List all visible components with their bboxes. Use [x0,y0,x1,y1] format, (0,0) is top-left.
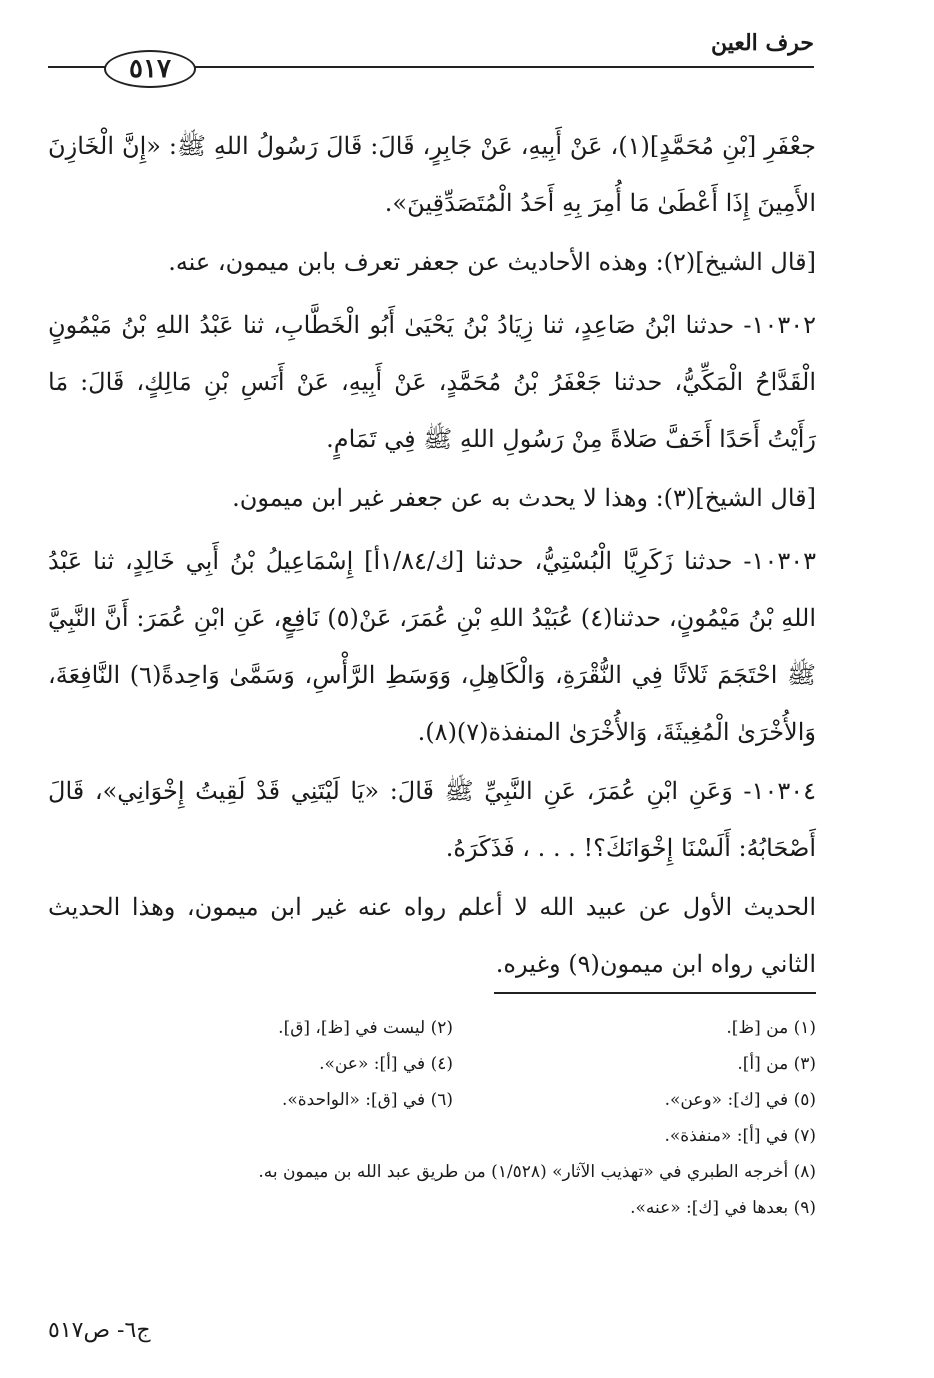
paragraph: الحديث الأول عن عبيد الله لا أعلم رواه عنه غير ابن ميمون، وهذا الحديث الثاني رواه ابن ميمون(٩) وغيره. [48,893,816,978]
footnote: (٨) أخرجه الطبري في «تهذيب الآثار» (١/٥٢٨) من طريق عبد الله بن ميمون به. [258,1162,816,1182]
main-text [48,118,816,995]
page-number-badge: ٥١٧ [104,50,196,88]
running-header: حرف العين [710,30,814,56]
volume-page-reference: ج٦- ص٥١٧ [48,1318,151,1343]
footnote: (٤) في [أ]: «عن». [319,1054,453,1074]
paragraph: [قال الشيخ](٢): وهذه الأحاديث عن جعفر تعرف بابن ميمون، عنه. [168,248,816,276]
footnote-rule [494,992,816,994]
paragraph: [قال الشيخ](٣): وهذا لا يحدث به عن جعفر غير ابن ميمون. [232,484,816,512]
footnote: (١) من [ظ]. [726,1018,816,1038]
footnotes [90,1010,816,1226]
hadith-paragraph: ١٠٣٠٢- حدثنا ابْنُ صَاعِدٍ، ثنا زِيَادُ بْنُ يَحْيَىٰ أَبُو الْخَطَّابِ، ثنا عَبْدُ اللهِ بْنُ مَيْمُونٍ الْقَدَّاحُ الْمَكِّيُّ، حدثنا جَعْفَرُ بْنُ مُحَمَّدٍ، عَنْ أَبِيهِ، عَنْ أَنَسِ بْنِ مَالِكٍ، قَالَ: مَا رَأَيْتُ أَحَدًا أَخَفَّ صَلاةً مِنْ رَسُولِ اللهِ ﷺ فِي تَمَامٍ. [48,311,816,453]
hadith-paragraph: ١٠٣٠٣- حدثنا زَكَرِيَّا الْبُسْتِيُّ، حدثنا [ك/١/٨٤أ] إِسْمَاعِيلُ بْنُ أَبِي خَالِدٍ، ثنا عَبْدُ اللهِ بْنُ مَيْمُونٍ، حدثنا(٤) عُبَيْدُ اللهِ بْنِ عُمَرَ، عَنْ(٥) نَافِعٍ، عَنِ ابْنِ عُمَرَ: أَنَّ النَّبِيَّ ﷺ احْتَجَمَ ثَلاثًا فِي النُّقْرَةِ، وَالْكَاهِلِ، وَوَسَطِ الرَّأْسِ، وَسَمَّىٰ وَاحِدةً(٦) النَّافِعَةَ، وَالأُخْرَىٰ الْمُغِيثَةَ، وَالأُخْرَىٰ المنفذة(٧)(٨). [48,547,816,746]
footnote: (٥) في [ك]: «وعن». [664,1090,816,1110]
paragraph: جعْفَرِ [بْنِ مُحَمَّدٍ](١)، عَنْ أَبِيهِ، عَنْ جَابِرٍ، قَالَ: قَالَ رَسُولُ اللهِ ﷺ: «إِنَّ الْخَازِنَ الأَمِينَ إِذَا أَعْطَىٰ مَا أُمِرَ بِهِ أَحَدُ الْمُتَصَدِّقِينَ». [48,132,817,217]
hadith-paragraph: ١٠٣٠٤- وَعَنِ ابْنِ عُمَرَ، عَنِ النَّبِيِّ ﷺ قَالَ: «يَا لَيْتَنِي قَدْ لَقِيتُ إِخْوَانِي»، قَالَ أَصْحَابُهُ: أَلَسْنَا إِخْوَانَكَ؟! . . . ، فَذَكَرَهُ. [48,777,816,862]
footnote: (٣) من [أ]. [737,1054,816,1074]
footnote: (٦) في [ق]: «الواحدة». [281,1090,453,1110]
footnote: (٢) ليست في [ظ]، [ق]. [278,1018,453,1038]
footnote: (٧) في [أ]: «منفذة». [664,1126,816,1146]
footnote: (٩) بعدها في [ك]: «عنه». [630,1198,816,1218]
